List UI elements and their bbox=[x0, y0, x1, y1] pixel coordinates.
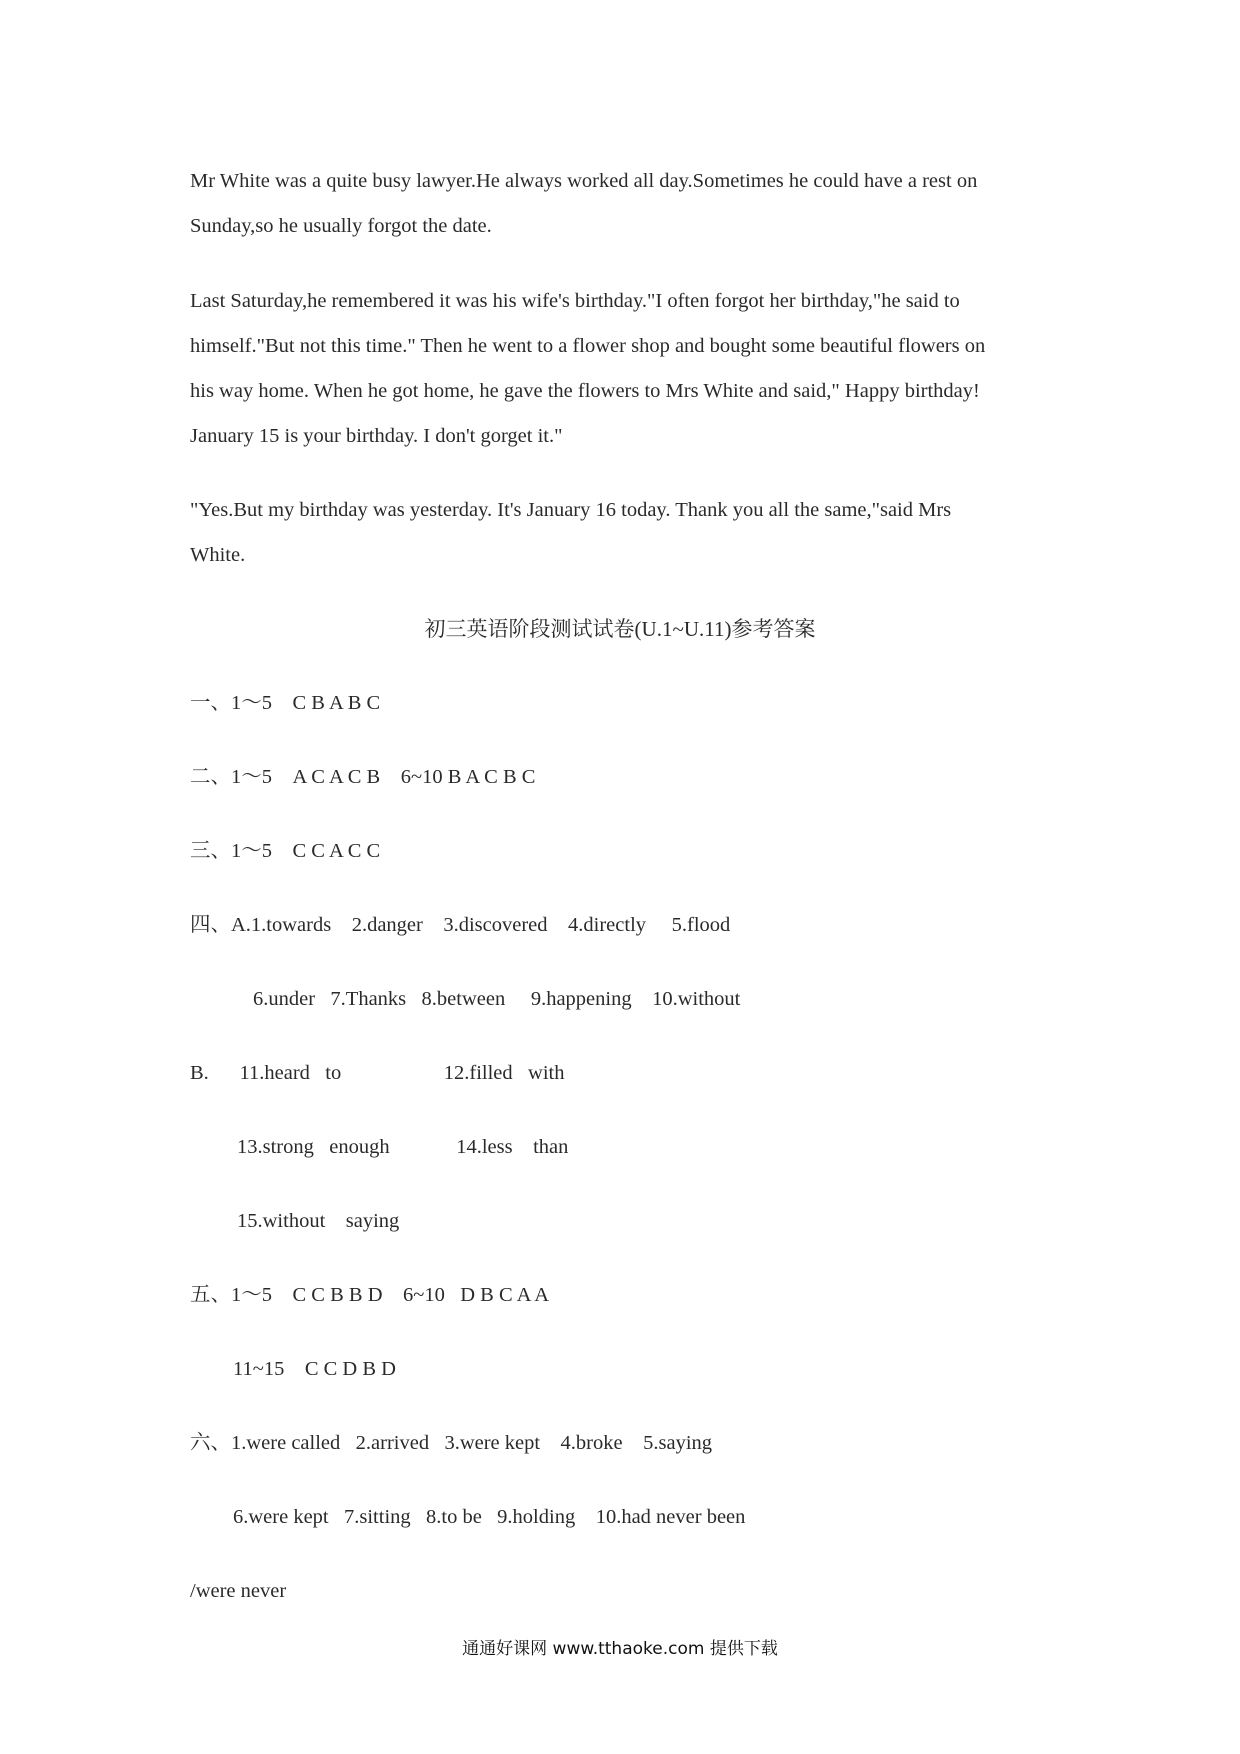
page-footer: 通通好课网 www.tthaoke.com 提供下载 bbox=[462, 1639, 778, 1659]
text-line: himself."But not this time." Then he went to a flower shop and bought some beautiful flowers on bbox=[190, 335, 986, 357]
text-line: Mr White was a quite busy lawyer.He always worked all day.Sometimes he could have a rest on bbox=[190, 170, 978, 192]
answer-row-section-4a-cont: 6.under 7.Thanks 8.between 9.happening 10.without bbox=[253, 988, 741, 1010]
answer-row-section-6-cont2: /were never bbox=[190, 1580, 287, 1602]
answer-row-section-6: 六、1.were called 2.arrived 3.were kept 4.broke 5.saying bbox=[190, 1432, 713, 1454]
text-line: "Yes.But my birthday was yesterday. It's January 16 today. Thank you all the same,"said Mrs bbox=[190, 499, 952, 521]
text-line: January 15 is your birthday. I don't gorget it." bbox=[190, 425, 563, 447]
answer-row-section-2: 二、1～5 A C A C B 6~10 B A C B C bbox=[190, 766, 536, 788]
answer-key-title: 初三英语阶段测试试卷(U.1~U.11)参考答案 bbox=[424, 617, 816, 641]
answer-row-section-1: 一、1～5 C B A B C bbox=[190, 692, 381, 714]
answer-row-section-4b: B. 11.heard to 12.filled with bbox=[190, 1062, 565, 1084]
story-paragraph-2 bbox=[190, 279, 1070, 459]
answer-row-section-5: 五、1～5 C C B B D 6~10 D B C A A bbox=[190, 1284, 550, 1306]
text-line: his way home. When he got home, he gave the flowers to Mrs White and said," Happy birthday! bbox=[190, 380, 980, 402]
text-line: Sunday,so he usually forgot the date. bbox=[190, 215, 492, 237]
answer-row-section-4b-cont: 13.strong enough 14.less than bbox=[237, 1136, 569, 1158]
answer-row-section-3: 三、1～5 C C A C C bbox=[190, 840, 381, 862]
answer-row-section-5-cont: 11~15 C C D B D bbox=[233, 1358, 396, 1380]
answer-row-section-4b-cont2: 15.without saying bbox=[237, 1210, 400, 1232]
text-line: Last Saturday,he remembered it was his wife's birthday."I often forgot her birthday,"he said to bbox=[190, 290, 960, 312]
story-paragraph-3 bbox=[190, 488, 1070, 578]
text-line: White. bbox=[190, 544, 246, 566]
story-paragraph-1 bbox=[190, 159, 1070, 249]
answer-row-section-4a: 四、A.1.towards 2.danger 3.discovered 4.directly 5.flood bbox=[190, 914, 731, 936]
answer-row-section-6-cont: 6.were kept 7.sitting 8.to be 9.holding 10.had never been bbox=[233, 1506, 746, 1528]
